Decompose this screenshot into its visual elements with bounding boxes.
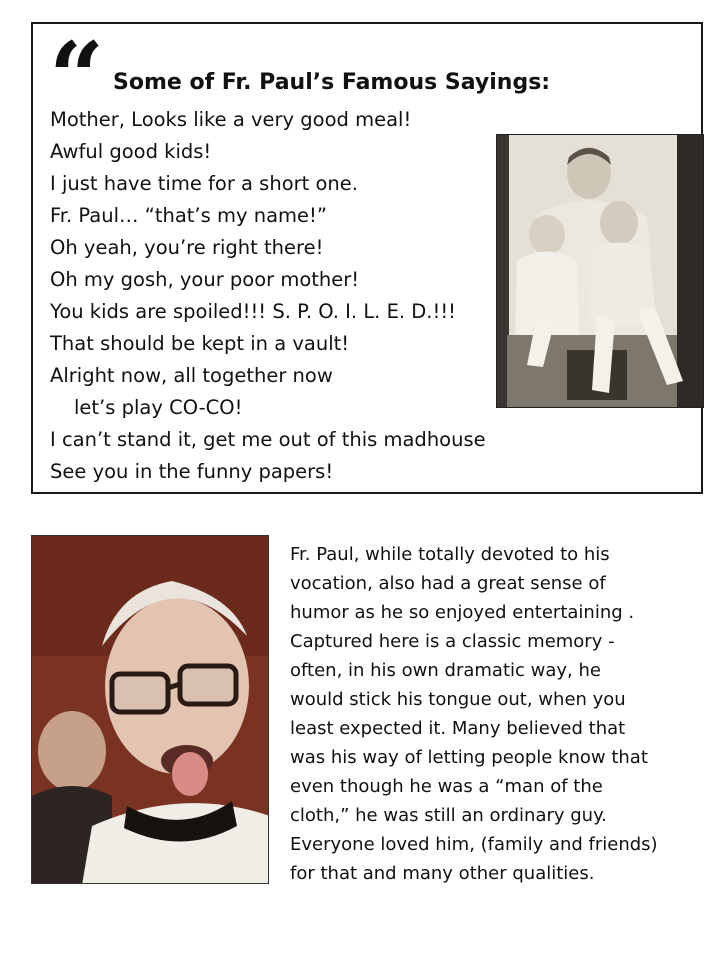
saying-item: Alright now, all together now — [50, 364, 333, 387]
saying-item: Awful good kids! — [50, 140, 212, 163]
caption-line: Everyone loved him, (family and friends) — [290, 834, 658, 855]
caption-line: even though he was a “man of the — [290, 776, 603, 797]
photo-priest-illustration — [32, 536, 269, 884]
caption-line: vocation, also had a great sense of — [290, 573, 606, 594]
saying-item: That should be kept in a vault! — [50, 332, 350, 355]
saying-item: Oh my gosh, your poor mother! — [50, 268, 360, 291]
saying-item: Fr. Paul… “that’s my name!” — [50, 204, 327, 227]
saying-item: I just have time for a short one. — [50, 172, 358, 195]
caption-line: would stick his tongue out, when you — [290, 689, 626, 710]
caption-line: humor as he so enjoyed entertaining . — [290, 602, 635, 623]
saying-item: See you in the funny papers! — [50, 460, 334, 483]
saying-item: Oh yeah, you’re right there! — [50, 236, 324, 259]
photo-kids-illustration — [497, 135, 704, 408]
sayings-list — [50, 104, 486, 488]
caption-line: often, in his own dramatic way, he — [290, 660, 601, 681]
quote-icon: “ — [49, 21, 105, 134]
saying-item: You kids are spoiled!!! S. P. O. I. L. E. D.!!! — [50, 300, 456, 323]
sayings-title: Some of Fr. Paul’s Famous Sayings: — [113, 70, 551, 95]
caption-line: least expected it. Many believed that — [290, 718, 626, 739]
caption-line: was his way of letting people know that — [290, 747, 648, 768]
caption-line: for that and many other qualities. — [290, 863, 595, 884]
saying-item: Mother, Looks like a very good meal! — [50, 108, 412, 131]
photo-fr-paul-tongue-out — [31, 535, 269, 884]
saying-item: let’s play CO-CO! — [74, 396, 243, 419]
caption-line: cloth,” he was still an ordinary guy. — [290, 805, 607, 826]
saying-item: I can’t stand it, get me out of this madhouse — [50, 428, 486, 451]
caption-text — [290, 540, 710, 888]
photo-young-man-with-children — [496, 134, 704, 408]
caption-line: Fr. Paul, while totally devoted to his — [290, 544, 610, 565]
caption-line: Captured here is a classic memory - — [290, 631, 615, 652]
